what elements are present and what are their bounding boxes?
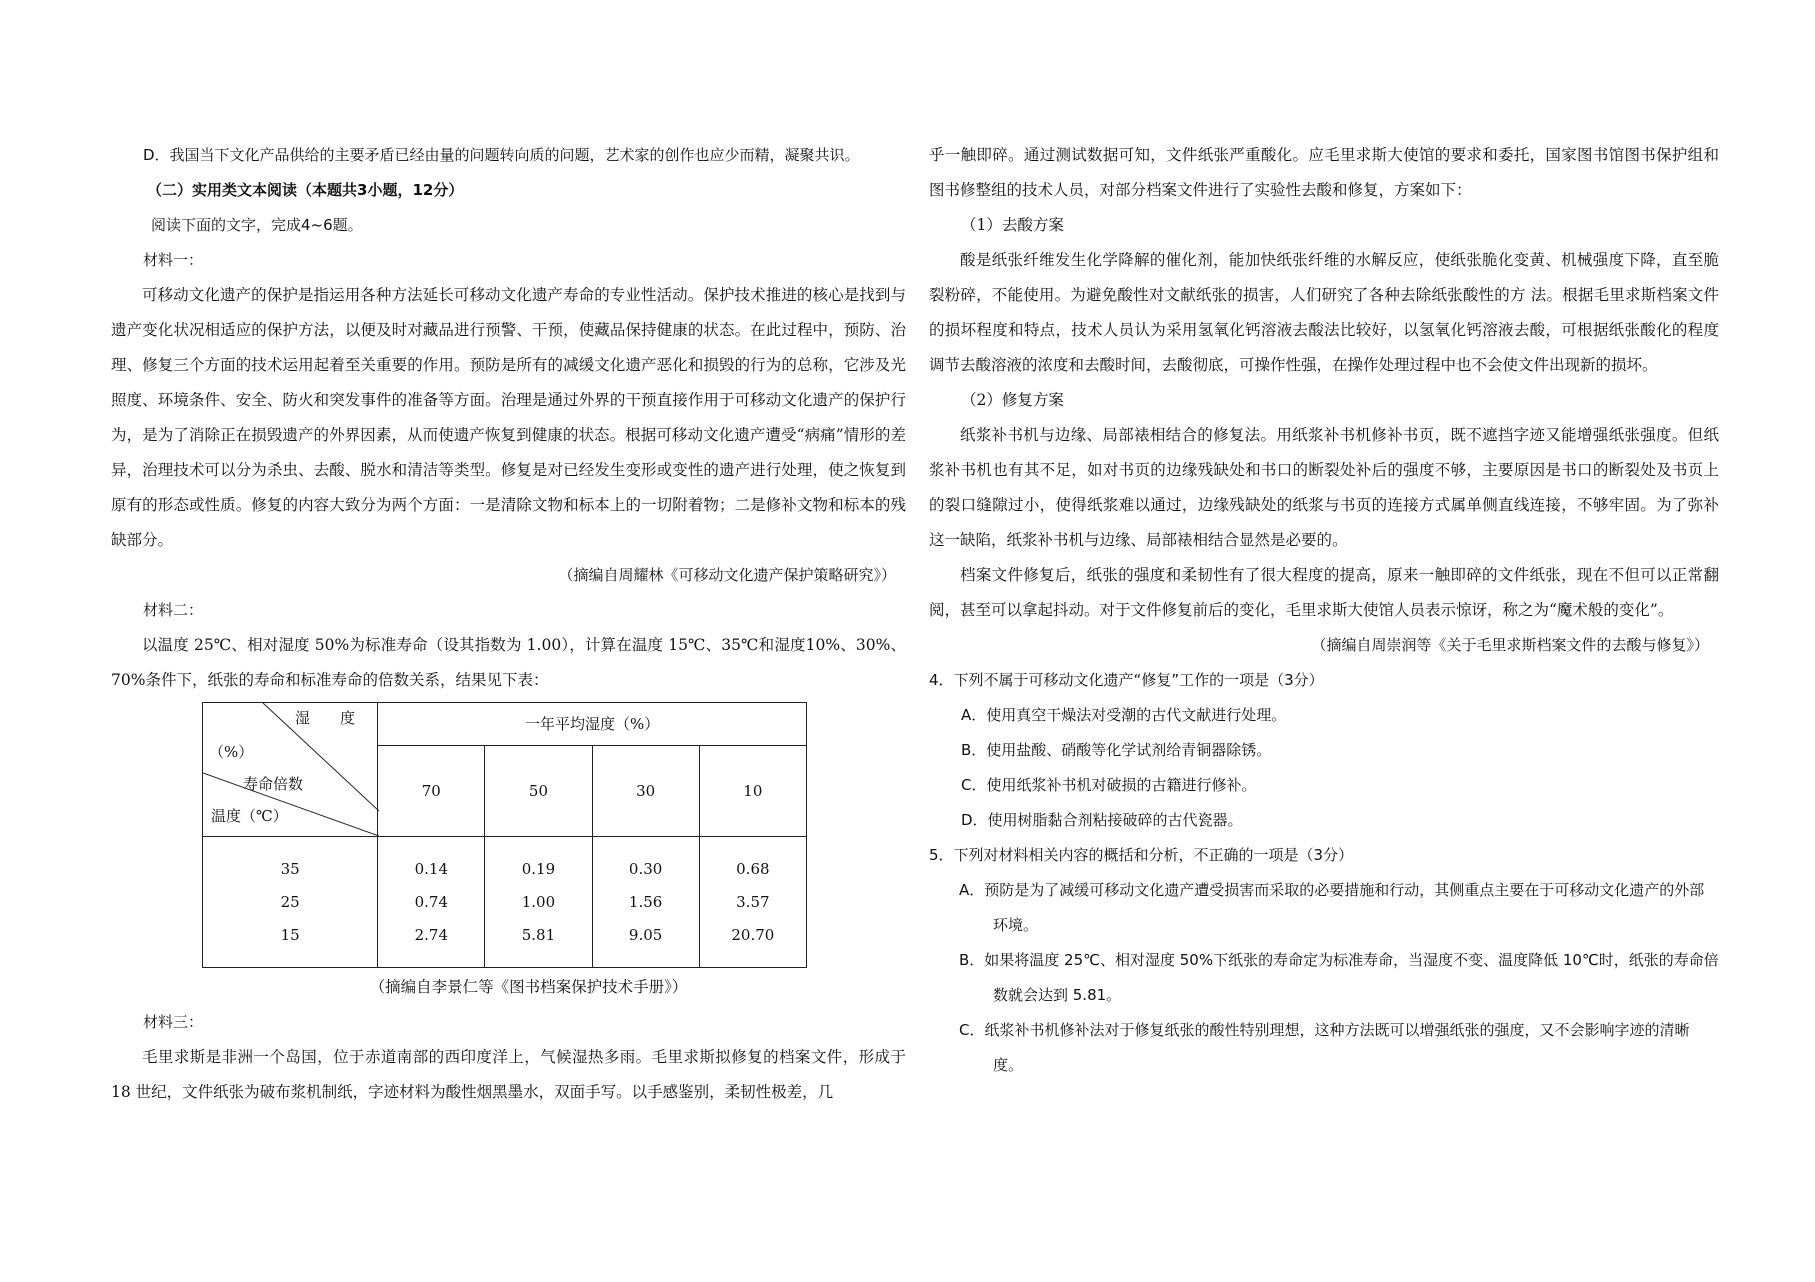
humidity-col-header: 10 (699, 746, 806, 837)
option-d: D．我国当下文化产品供给的主要矛盾已经由量的问题转向质的问题，艺术家的创作也应少而精，凝聚共识。 (143, 146, 860, 164)
question-4-option-b[interactable]: B．使用盐酸、硝酸等化学试剂给青铜器除锈。 (961, 741, 1272, 759)
left-column (111, 138, 906, 1110)
table-cell: 5.81 (521, 925, 556, 944)
table-cell: 0.74 (414, 892, 448, 911)
table-corner-cell (203, 703, 378, 837)
material3-label: 材料三： (143, 1013, 204, 1031)
question-5-option-c[interactable]: C．纸浆补书机修补法对于修复纸张的酸性特别理想，这种方法既可以增强纸张的强度，又不会影响字迹的清晰度。 (959, 1021, 1690, 1074)
table-cell: 0.30 (628, 859, 663, 878)
table-cell: 3.57 (736, 892, 770, 911)
values-column-70 (378, 837, 485, 968)
plan2-title: （2）修复方案 (961, 391, 1064, 409)
corner-humidity: 湿 度 (295, 709, 356, 727)
plan1-text: 酸是纸张纤维发生化学降解的催化剂，能加快纸张纤维的水解反应，使纸张脆化变黄、机械强度下降，直至脆裂粉碎，不能使用。为避免酸性对文献纸张的损害，人们研究了各种去除纸张酸性的方 法。根据毛里求斯档案文件的损坏程度和特点，技术人员认为采用氢氧化钙溶液去酸法比较好，以氢氧化钙溶液去酸，可根据纸张酸化的程度调节去酸溶液的浓度和去酸时间，去酸彻底，可操作性强，在操作处理过程中也不会使文件出现新的损坏。 (929, 251, 1719, 374)
table-cell: 0.19 (521, 859, 556, 878)
temperature-column (203, 837, 378, 968)
table-cell: 0.68 (736, 859, 770, 878)
question-5-option-a[interactable]: A．预防是为了减缓可移动文化遗产遭受损害而采取的必要措施和行动，其侧重点主要在于可移动文化遗产的外部环境。 (959, 881, 1705, 934)
instruction: 阅读下面的文字，完成4~6题。 (151, 216, 363, 234)
material3-text: 毛里求斯是非洲一个岛国，位于赤道南部的西印度洋上，气候湿热多雨。毛里求斯拟修复的档案文件，形成于 18 世纪，文件纸张为破布浆机制纸，字迹材料为酸性烟黑墨水，双面手写。以手感鉴别，柔韧性极差，几 (111, 1048, 906, 1101)
material2-label: 材料二： (143, 601, 204, 619)
values-column-50 (485, 837, 592, 968)
section-title: （二）实用类文本阅读（本题共3小题，12分） (147, 181, 464, 199)
temperature-value: 15 (280, 925, 300, 944)
question-4-option-c[interactable]: C．使用纸浆补书机对破损的古籍进行修补。 (961, 776, 1257, 794)
table-cell: 0.14 (414, 859, 448, 878)
question-4-option-d[interactable]: D．使用树脂黏合剂粘接破碎的古代瓷器。 (961, 811, 1243, 829)
material3-source: （摘编自周崇润等《关于毛里求斯档案文件的去酸与修复》） (1311, 636, 1709, 654)
humidity-col-header: 30 (592, 746, 699, 837)
question-5-option-b[interactable]: B．如果将温度 25℃、相对湿度 50%下纸张的寿命定为标准寿命，当湿度不变、温度降低 10℃时，纸张的寿命倍数就会达到 5.81。 (959, 951, 1719, 1004)
right-column (929, 138, 1719, 1083)
corner-temperature: 温度（℃） (211, 807, 288, 825)
lifespan-table-wrap (202, 702, 807, 968)
values-column-30 (592, 837, 699, 968)
lifespan-table (202, 702, 807, 968)
table-caption: （摘编自李景仁等《图书档案保护技术手册》） (369, 978, 688, 996)
material2-text: 以温度 25℃、相对湿度 50%为标准寿命（设其指数为 1.00），计算在温度 15℃、35℃和湿度10%、30%、70%条件下，纸张的寿命和标准寿命的倍数关系，结果见下表： (111, 636, 906, 689)
question-4-option-a[interactable]: A．使用真空干燥法对受潮的古代文献进行处理。 (961, 706, 1287, 724)
material1-text: 可移动文化遗产的保护是指运用各种方法延长可移动文化遗产寿命的专业性活动。保护技术推进的核心是找到与遗产变化状况相适应的保护方法，以便及时对藏品进行预警、干预，使藏品保持健康的状态。在此过程中，预防、治理、修复三个方面的技术运用起着至关重要的作用。预防是所有的减缓文化遗产恶化和损毁的行为的总称，它涉及光照度、环境条件、安全、防火和突发事件的准备等方面。治理是通过外界的干预直接作用于可移动文化遗产的保护行为，是为了消除正在损毁遗产的外界因素，从而使遗产恢复到健康的状态。根据可移动文化遗产遭受“病痛”情形的差异，治理技术可以分为杀虫、去酸、脱水和清洁等类型。修复是对已经发生变形或变性的遗产进行处理，使之恢复到原有的形态或性质。修复的内容大致分为两个方面：一是清除文物和标本上的一切附着物；二是修补文物和标本的残缺部分。 (111, 286, 906, 549)
table-cell: 2.74 (414, 925, 448, 944)
table-cell: 20.70 (731, 925, 775, 944)
plan2-text-2: 档案文件修复后，纸张的强度和柔韧性有了很大程度的提高，原来一触即碎的文件纸张，现在不但可以正常翻阅，甚至可以拿起抖动。对于文件修复前后的变化，毛里求斯大使馆人员表示惊讶，称之为“魔术般的变化”。 (929, 566, 1719, 619)
table-cell: 9.05 (628, 925, 663, 944)
table-cell: 1.00 (521, 892, 556, 911)
corner-multiple: 寿命倍数 (243, 775, 304, 793)
humidity-col-header: 50 (485, 746, 592, 837)
temperature-value: 35 (280, 859, 300, 878)
temperature-value: 25 (280, 892, 300, 911)
plan2-text-1: 纸浆补书机与边缘、局部裱相结合的修复法。用纸浆补书机修补书页，既不遮挡字迹又能增强纸张强度。但纸浆补书机也有其不足，如对书页的边缘残缺处和书口的断裂处补后的强度不够，主要原因是书口的断裂处及书页上的裂口缝隙过小，使得纸浆难以通过，边缘残缺处的纸浆与书页的连接方式属单侧直线连接，不够牢固。为了弥补这一缺陷，纸浆补书机与边缘、局部裱相结合显然是必要的。 (929, 426, 1719, 549)
question-4-stem: 4．下列不属于可移动文化遗产“修复”工作的一项是（3分） (929, 671, 1324, 689)
values-column-10 (699, 837, 806, 968)
table-cell: 1.56 (628, 892, 663, 911)
material1-label: 材料一： (143, 251, 204, 269)
material1-source: （摘编自周耀林《可移动文化遗产保护策略研究》） (558, 566, 896, 584)
humidity-col-header: 70 (378, 746, 485, 837)
question-5-stem: 5．下列对材料相关内容的概括和分析，不正确的一项是（3分） (929, 846, 1354, 864)
humidity-group-header: 一年平均湿度（%） (378, 703, 807, 746)
corner-percent: （%） (209, 743, 254, 761)
plan1-title: （1）去酸方案 (961, 216, 1064, 234)
material3-continuation: 乎一触即碎。通过测试数据可知，文件纸张严重酸化。应毛里求斯大使馆的要求和委托，国家图书馆图书保护组和图书修整组的技术人员，对部分档案文件进行了实验性去酸和修复，方案如下： (929, 146, 1719, 199)
